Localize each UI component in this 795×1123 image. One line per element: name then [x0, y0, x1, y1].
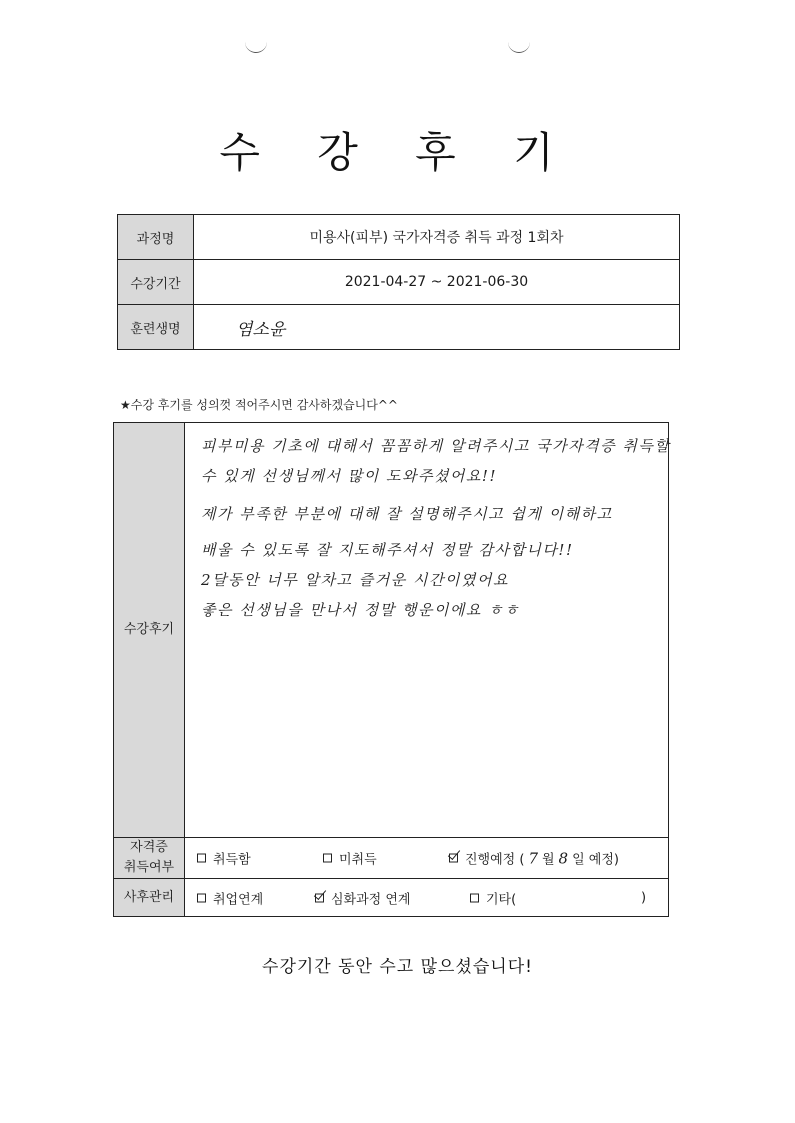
aftercare-options — [185, 879, 669, 917]
checkbox-employment[interactable] — [197, 893, 206, 902]
period-row — [118, 260, 680, 305]
course-info-table — [117, 214, 680, 350]
checkbox-not-acquired[interactable] — [323, 854, 332, 863]
option-other-label: 기타( — [486, 892, 517, 907]
punch-hole-right — [508, 40, 530, 53]
course-label: 과정명 — [118, 215, 194, 260]
option-acquired-label: 취득함 — [213, 852, 251, 868]
review-row — [114, 423, 669, 838]
certificate-label-line1: 자격증 — [130, 840, 168, 855]
course-value: 미용사(피부) 국가자격증 취득 과정 1회차 — [194, 215, 680, 260]
checkbox-advanced-course-checked[interactable] — [315, 893, 324, 902]
option-employment-label: 취업연계 — [213, 892, 264, 907]
course-row — [118, 215, 680, 260]
review-table — [113, 422, 669, 917]
trainee-row — [118, 305, 680, 350]
aftercare-label: 사후관리 — [114, 879, 185, 917]
option-other[interactable] — [470, 888, 516, 907]
option-employment[interactable] — [197, 888, 263, 907]
closing-message: 수강기간 동안 수고 많으셨습니다! — [262, 957, 533, 977]
review-label: 수강후기 — [114, 423, 185, 838]
review-line: 제가 부족한 부분에 대해 잘 설명해주시고 쉽게 이해하고 — [201, 505, 613, 523]
option-advanced-course-label: 심화과정 연계 — [331, 892, 411, 907]
option-not-acquired-label: 미취득 — [339, 852, 377, 868]
option-not-acquired[interactable] — [323, 849, 377, 868]
option-advanced-course[interactable] — [315, 888, 410, 907]
certificate-label — [114, 838, 185, 879]
certificate-options — [185, 838, 669, 879]
review-line: 수 있게 선생님께서 많이 도와주셨어요!! — [201, 467, 497, 485]
option-in-progress-label: 진행예정 ( — [465, 852, 525, 868]
scheduled-month: 7 — [528, 849, 538, 867]
checkbox-acquired[interactable] — [197, 854, 206, 863]
trainee-label: 훈련생명 — [118, 305, 194, 350]
checkbox-in-progress-checked[interactable] — [449, 854, 458, 863]
period-value: 2021-04-27 ~ 2021-06-30 — [194, 260, 680, 305]
punch-hole-left — [245, 40, 267, 53]
certificate-label-line2: 취득여부 — [123, 860, 175, 875]
review-line: 좋은 선생님을 만나서 정말 행운이에요 ㅎㅎ — [201, 601, 521, 619]
trainee-name-handwritten: 염소윤 — [194, 305, 680, 350]
option-acquired[interactable] — [197, 849, 251, 868]
aftercare-row — [114, 879, 669, 917]
scheduled-day: 8 — [558, 849, 569, 867]
page-title: 수 강 후 기 — [219, 128, 576, 177]
review-line: 배울 수 있도록 잘 지도해주셔서 정말 감사합니다!! — [201, 541, 574, 559]
review-line: 피부미용 기초에 대해서 꼼꼼하게 알려주시고 국가자격증 취득할 — [201, 437, 671, 455]
review-line: 2달동안 너무 알차고 즐거운 시간이였어요 — [201, 571, 509, 589]
review-body — [185, 423, 669, 838]
day-unit: 일 예정) — [572, 852, 619, 868]
month-unit: 월 — [541, 852, 555, 868]
option-other-close: ) — [641, 890, 647, 905]
instruction-note: ★수강 후기를 성의껏 적어주시면 감사하겠습니다^^ — [120, 398, 398, 412]
certificate-row — [114, 838, 669, 879]
period-label: 수강기간 — [118, 260, 194, 305]
option-in-progress[interactable] — [449, 849, 619, 868]
checkbox-other[interactable] — [470, 893, 479, 902]
